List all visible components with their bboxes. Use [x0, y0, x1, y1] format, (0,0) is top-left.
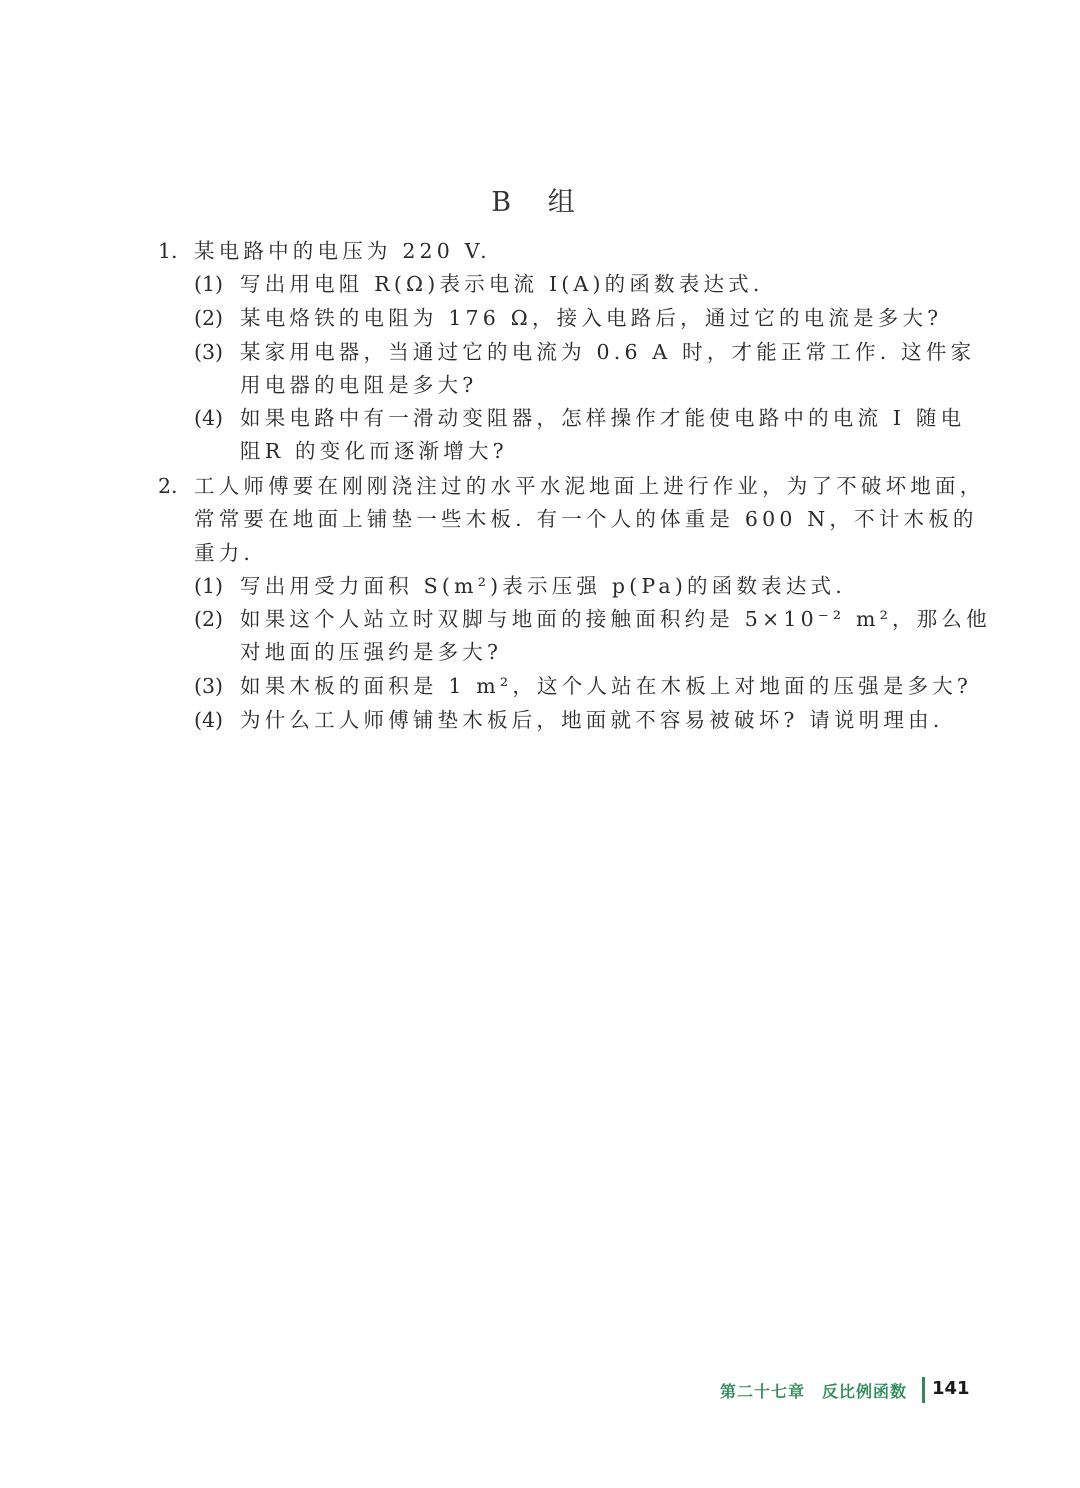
- sub-text: 某电烙铁的电阻为 176 Ω，接入电路后，通过它的电流是多大?: [240, 306, 943, 330]
- problem-1-sub-3: [194, 336, 975, 369]
- sub-label: (3): [194, 340, 224, 364]
- problem-2-stem: [158, 470, 984, 503]
- problem-1-stem-text: 某电路中的电压为 220 V.: [194, 239, 491, 263]
- sub-text: 如果电路中有一滑动变阻器，怎样操作才能使电路中的电流 I 随电: [240, 406, 966, 430]
- problem-2-sub-2: [194, 603, 991, 636]
- footer-divider: [922, 1377, 925, 1403]
- problem-2-stem-cont-1: 常常要在地面上铺垫一些木板. 有一个人的体重是 600 N，不计木板的: [194, 507, 978, 531]
- sub-text: 如果木板的面积是 1 m²，这个人站在木板上对地面的压强是多大?: [240, 674, 973, 698]
- problem-2-sub-2-cont: 对地面的压强约是多大?: [240, 640, 503, 664]
- problem-1-stem: [158, 235, 491, 268]
- problem-1-sub-4: [194, 402, 965, 435]
- sub-label: (4): [194, 406, 224, 430]
- sub-text: 如果这个人站立时双脚与地面的接触面积约是 5×10⁻² m²，那么他: [240, 607, 991, 631]
- sub-label: (1): [194, 272, 224, 296]
- chapter-title: 第二十七章 反比例函数: [720, 1382, 908, 1401]
- sub-label: (3): [194, 674, 224, 698]
- problem-2-number: 2.: [158, 474, 178, 498]
- sub-label: (2): [194, 607, 224, 631]
- problem-2-stem-text: 工人师傅要在刚刚浇注过的水平水泥地面上进行作业，为了不破坏地面，: [194, 474, 985, 498]
- problem-2-stem-cont-2: 重力.: [194, 541, 255, 565]
- problem-1-sub-4-cont: 阻R 的变化而逐渐增大?: [240, 439, 508, 463]
- page-footer: [720, 1377, 980, 1405]
- problem-1-sub-2: [194, 302, 942, 335]
- sub-text: 写出用电阻 R(Ω)表示电流 I(A)的函数表达式.: [240, 272, 764, 296]
- sub-text: 为什么工人师傅铺垫木板后，地面就不容易被破坏? 请说明理由.: [240, 708, 944, 732]
- sub-label: (2): [194, 306, 224, 330]
- sub-text: 写出用受力面积 S(m²)表示压强 p(Pa)的函数表达式.: [240, 574, 846, 598]
- sub-label: (1): [194, 574, 224, 598]
- problem-2-sub-1: [194, 570, 846, 603]
- sub-text: 某家用电器，当通过它的电流为 0.6 A 时，才能正常工作. 这件家: [240, 340, 976, 364]
- problem-1-sub-1: [194, 268, 764, 301]
- problem-2-sub-4: [194, 704, 944, 737]
- problem-1-sub-3-cont: 用电器的电阻是多大?: [240, 373, 478, 397]
- section-title: B 组: [491, 187, 589, 218]
- page-number: 141: [932, 1378, 970, 1399]
- problem-1-number: 1.: [158, 239, 178, 263]
- sub-label: (4): [194, 708, 224, 732]
- problem-2-sub-3: [194, 670, 972, 703]
